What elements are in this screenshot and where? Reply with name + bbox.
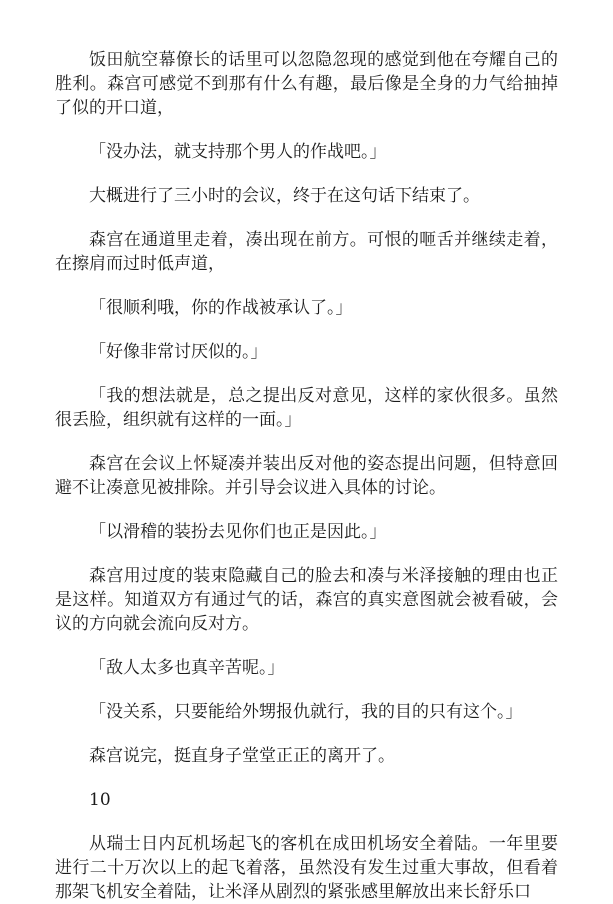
dialogue-line: 「我的想法就是，总之提出反对意见，这样的家伙很多。虽然很丢脸，组织就有这样的一面。」 <box>55 386 558 430</box>
paragraph: 饭田航空幕僚长的话里可以忽隐忽现的感觉到他在夸耀自己的胜利。森宫可感觉不到那有什么有趣，最后像是全身的力气给抽掉了似的开口道， <box>55 50 558 118</box>
paragraph: 大概进行了三小时的会议，终于在这句话下结束了。 <box>89 186 480 206</box>
paragraph: 森宫用过度的装束隐藏自己的脸去和凑与米泽接触的理由也正是这样。知道双方有通过气的话，森宫的真实意图就会被看破，会议的方向就会流向反对方。 <box>55 566 558 634</box>
dialogue-line: 「没关系，只要能给外甥报仇就行，我的目的只有这个。」 <box>89 702 523 722</box>
paragraph: 从瑞士日内瓦机场起飞的客机在成田机场安全着陆。一年里要进行二十万次以上的起飞着落，虽然没有发生过重大事故，但看着那架飞机安全着陆，让米泽从剧烈的紧张感里解放出来长舒乐口 <box>55 834 558 902</box>
paragraph: 森宫说完，挺直身子堂堂正正的离开了。 <box>89 746 395 766</box>
section-number: 10 <box>89 790 111 810</box>
dialogue-line: 「敌人太多也真辛苦呢。」 <box>89 658 285 678</box>
paragraph: 森宫在通道里走着，凑出现在前方。可恨的咂舌并继续走着，在擦肩而过时低声道， <box>55 230 558 274</box>
paragraph: 森宫在会议上怀疑凑并装出反对他的姿态提出问题，但特意回避不让凑意见被排除。并引导会议进入具体的讨论。 <box>55 454 558 498</box>
dialogue-line: 「以滑稽的装扮去见你们也正是因此。」 <box>89 522 387 542</box>
dialogue-line: 「没办法，就支持那个男人的作战吧。」 <box>89 142 387 162</box>
dialogue-line: 「很顺利哦，你的作战被承认了。」 <box>89 298 353 318</box>
dialogue-line: 「好像非常讨厌似的。」 <box>89 342 268 362</box>
